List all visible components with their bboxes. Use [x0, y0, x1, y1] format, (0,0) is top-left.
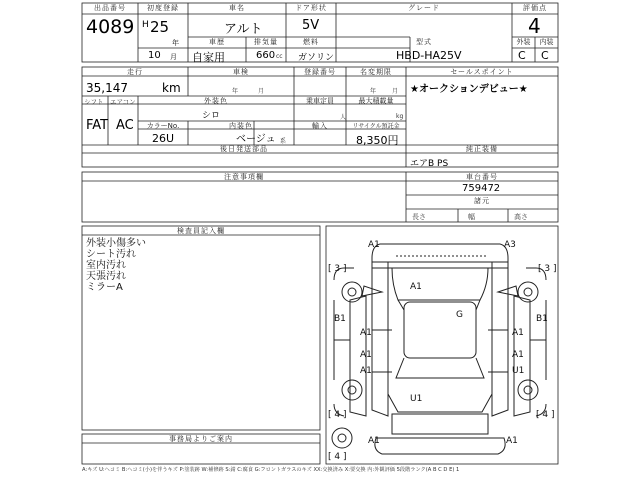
score: 4	[528, 14, 541, 38]
car-diagram	[332, 244, 546, 454]
damage-mark: G	[456, 310, 463, 320]
remark-item: シート汚れ	[86, 249, 136, 260]
chassis-no: 759472	[462, 183, 501, 194]
inspection-label: 車検	[233, 68, 249, 76]
model-name-label: 車名	[229, 4, 245, 12]
damage-mark: [ 3 ]	[538, 264, 557, 274]
inspection-year: 年	[232, 88, 239, 95]
parts-label: 後日発送部品	[220, 145, 268, 153]
recycle-fee: 8,350円	[356, 134, 399, 147]
ext-grade: C	[518, 49, 526, 62]
damage-mark: U1	[512, 366, 525, 376]
remark-item: 天張汚れ	[86, 271, 126, 282]
shift: FAT	[86, 118, 109, 133]
height-label: 高さ	[514, 213, 528, 221]
load-unit: kg	[396, 113, 404, 120]
damage-mark: [ 4 ]	[328, 452, 347, 462]
shift-label: シフト	[84, 98, 104, 106]
reg-no-label: 登録番号	[304, 68, 336, 76]
inspector-label: 検査員記入欄	[177, 227, 225, 235]
color-no-label: カラーNo.	[146, 122, 180, 130]
name-change-year: 年	[370, 88, 377, 95]
chassis-label: 車台番号	[466, 173, 498, 181]
int-grade: C	[541, 49, 549, 62]
mileage-label: 走行	[127, 68, 143, 76]
office-label: 事務局よりご案内	[169, 435, 233, 443]
int-color-suffix: 系	[280, 138, 287, 145]
reg-year-suffix: 年	[172, 39, 179, 47]
equipment-label: 純正装備	[466, 145, 498, 153]
first-reg-label: 初度登録	[147, 4, 179, 12]
sales-point: ★オークションデビュー★	[410, 84, 528, 95]
length-label: 長さ	[412, 213, 426, 221]
ext-color: シロ	[202, 111, 221, 121]
mileage: 35,147	[86, 81, 128, 95]
width-label: 幅	[468, 213, 475, 221]
import-label: 輸入	[312, 122, 328, 130]
damage-mark: A1	[410, 282, 422, 292]
ext-color-label: 外装色	[204, 97, 228, 105]
remark-item: 室内汚れ	[86, 260, 126, 271]
damage-mark: B1	[536, 314, 548, 324]
damage-mark: A1	[512, 328, 524, 338]
score-label: 評価点	[523, 4, 547, 12]
damage-mark: A1	[512, 350, 524, 360]
int-grade-label: 内装	[539, 38, 554, 46]
damage-legend: A:キズ U:へコミ B:へコミ(小)を伴うキズ P:塗装跡 W:補修跡 S:錆 C:腐食 G:フロントガラスのキズ XX:交換済み X:要交換 内:外観評価 5段階ランク(A B C D E) 1	[82, 467, 460, 473]
remark-item: ミラーA	[86, 282, 123, 293]
notes-label: 注意事項欄	[224, 173, 264, 181]
displacement-unit: cc	[276, 53, 283, 60]
capacity-unit: 人	[340, 114, 347, 121]
damage-mark: A1	[368, 436, 380, 446]
remark-item: 外装小傷多い	[86, 238, 146, 249]
model-type: HBD-HA25V	[396, 49, 462, 62]
load-label: 最大積載量	[358, 97, 394, 105]
name-change-month: 月	[392, 88, 399, 95]
displacement-label: 排気量	[254, 38, 278, 46]
inspection-month: 月	[258, 88, 265, 95]
lot-no-label: 出品番号	[94, 4, 126, 12]
model-name: アルト	[224, 22, 263, 37]
damage-mark: [ 3 ]	[328, 264, 347, 274]
doors-label: ドア形状	[295, 4, 327, 12]
reg-month: 10	[148, 50, 161, 61]
doors: 5V	[302, 18, 320, 33]
lot-number: 4089	[86, 16, 135, 38]
era: H	[142, 20, 149, 30]
recycle-label: リサイクル預託金	[352, 123, 400, 130]
dims-label: 諸元	[474, 197, 490, 205]
damage-mark: A1	[360, 328, 372, 338]
reg-year: 25	[150, 18, 170, 36]
mileage-unit: km	[162, 81, 181, 95]
color-no: 26U	[152, 132, 175, 145]
grade-label: グレード	[408, 4, 440, 12]
displacement: 660	[256, 50, 276, 61]
sales-point-label: セールスポイント	[450, 68, 514, 76]
damage-mark: A1	[368, 240, 380, 250]
int-color: ベージュ	[236, 134, 276, 145]
damage-mark: U1	[410, 394, 423, 404]
ac-label: エアコン	[110, 98, 136, 106]
damage-mark: A1	[506, 436, 518, 446]
capacity-label: 乗車定員	[306, 97, 334, 105]
damage-mark: [ 4 ]	[328, 410, 347, 420]
usage-label: 車歴	[209, 38, 225, 46]
name-change-label: 名変期限	[360, 68, 392, 76]
fuel-label: 燃料	[303, 38, 319, 46]
ac: AC	[116, 118, 134, 133]
usage: 自家用	[192, 51, 225, 64]
ext-grade-label: 外装	[516, 38, 531, 46]
inspector-remarks	[86, 238, 146, 293]
reg-month-suffix: 月	[170, 53, 177, 61]
damage-mark: B1	[334, 314, 346, 324]
damage-mark: A3	[504, 240, 516, 250]
type-label: 型式	[416, 38, 432, 46]
damage-mark: A1	[360, 366, 372, 376]
int-color-label: 内装色	[229, 122, 253, 130]
damage-mark: [ 4 ]	[536, 410, 555, 420]
equipment: エアB PS	[410, 159, 449, 169]
fuel: ガソリン	[298, 53, 335, 63]
damage-mark: A1	[360, 350, 372, 360]
